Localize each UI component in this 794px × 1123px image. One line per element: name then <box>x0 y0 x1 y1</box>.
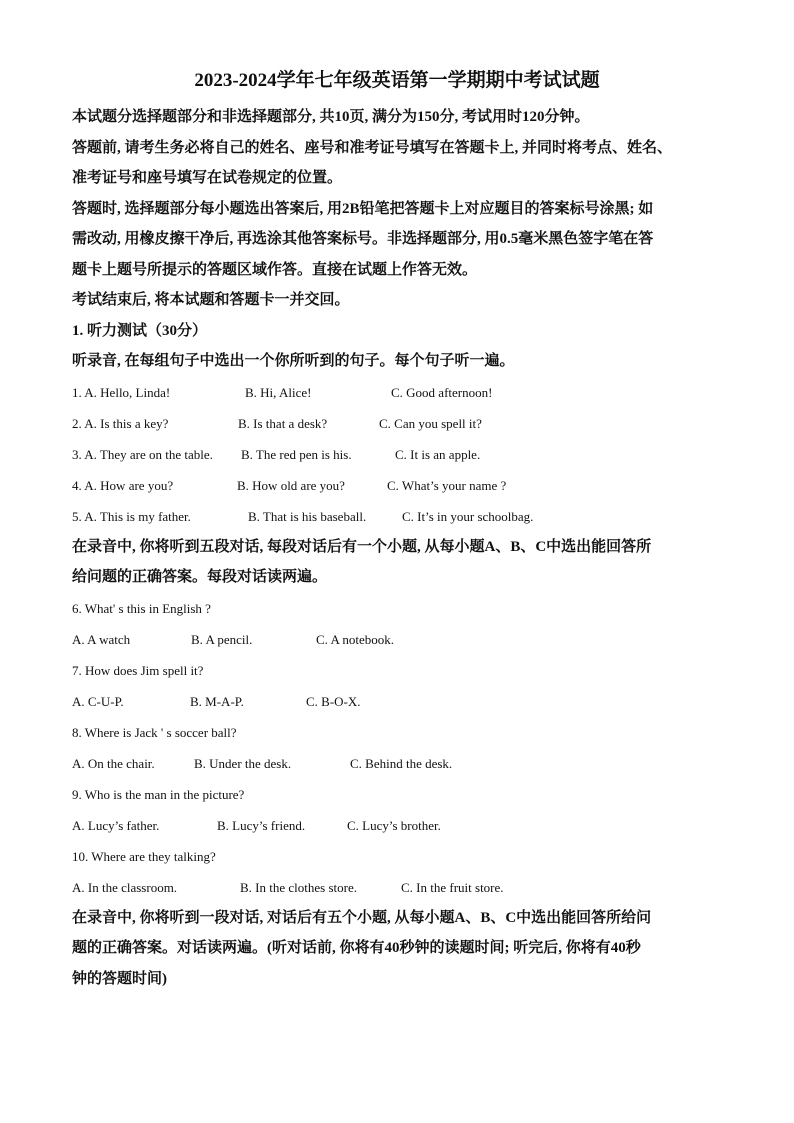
option-b: B. Hi, Alice! <box>245 384 312 400</box>
answer-row-8 <box>72 748 722 779</box>
section-heading: 1. 听力测试（30分） <box>72 322 208 339</box>
instruction-line: 考试结束后, 将本试题和答题卡一并交回。 <box>72 292 350 308</box>
part2-instruction-line: 在录音中, 你将听到五段对话, 每段对话后有一个小题, 从每小题A、B、C中选出能回答所 <box>72 538 652 555</box>
option-b: B. In the clothes store. <box>240 879 357 895</box>
instruction-line: 答题前, 请考生务必将自己的姓名、座号和准考证号填写在答题卡上, 并同时将考点、姓名、 <box>72 139 673 156</box>
option-b: B. How old are you? <box>237 477 345 493</box>
option-b: B. Is that a desk? <box>238 415 328 431</box>
option-c: C. It’s in your schoolbag. <box>402 508 534 524</box>
option-a: 3. A. They are on the table. <box>72 446 213 462</box>
option-b: B. Under the desk. <box>194 755 292 771</box>
option-a: 2. A. Is this a key? <box>72 415 169 431</box>
option-b: B. The red pen is his. <box>241 446 352 462</box>
option-b: B. M-A-P. <box>190 693 244 709</box>
question-row-5 <box>72 501 722 532</box>
option-c: C. Behind the desk. <box>350 755 453 771</box>
option-a: A. In the classroom. <box>72 879 178 895</box>
question-text: 7. How does Jim spell it? <box>72 662 204 678</box>
question-row-2 <box>72 408 722 439</box>
option-a: A. C-U-P. <box>72 693 124 709</box>
option-a: A. Lucy’s father. <box>72 817 160 833</box>
question-text: 9. Who is the man in the picture? <box>72 786 245 802</box>
answer-row-6 <box>72 624 722 655</box>
option-a: 1. A. Hello, Linda! <box>72 384 171 400</box>
question-row-4 <box>72 470 722 501</box>
instruction-line: 需改动, 用橡皮擦干净后, 再选涂其他答案标号。非选择题部分, 用0.5毫米黑色签字笔在答 <box>72 231 654 247</box>
option-b: B. A pencil. <box>191 631 253 647</box>
question-row-3 <box>72 439 722 470</box>
question-text: 6. What' s this in English ? <box>72 600 211 616</box>
question-text: 10. Where are they talking? <box>72 848 216 864</box>
exam-page <box>72 66 722 994</box>
part3-instruction-line: 题的正确答案。对话读两遍。(听对话前, 你将有40秒钟的读题时间; 听完后, 你将有40秒 <box>72 940 641 956</box>
option-c: C. In the fruit store. <box>401 879 504 895</box>
option-c: C. Lucy’s brother. <box>347 817 441 833</box>
question-text: 8. Where is Jack ' s soccer ball? <box>72 724 237 740</box>
page-title: 2023-2024学年七年级英语第一学期期中考试试题 <box>194 70 600 91</box>
option-a: 5. A. This is my father. <box>72 508 191 524</box>
part1-instruction: 听录音, 在每组句子中选出一个你所听到的句子。每个句子听一遍。 <box>72 353 515 369</box>
part3-instruction-line: 钟的答题时间) <box>72 970 167 987</box>
instructions <box>72 102 722 316</box>
answer-row-9 <box>72 810 722 841</box>
option-c: C. A notebook. <box>316 631 395 647</box>
option-c: C. B-O-X. <box>306 693 361 709</box>
option-c: C. Good afternoon! <box>391 384 493 400</box>
answer-row-7 <box>72 686 722 717</box>
part3-instruction-line: 在录音中, 你将听到一段对话, 对话后有五个小题, 从每小题A、B、C中选出能回答所给问 <box>72 909 652 926</box>
option-b: B. That is his baseball. <box>248 508 367 524</box>
instruction-line: 准考证号和座号填写在试卷规定的位置。 <box>72 170 343 186</box>
option-a: A. A watch <box>72 631 131 647</box>
option-c: C. Can you spell it? <box>379 415 482 431</box>
instruction-line: 答题时, 选择题部分每小题选出答案后, 用2B铅笔把答题卡上对应题目的答案标号涂黑; 如 <box>72 200 654 217</box>
instruction-line: 本试题分选择题部分和非选择题部分, 共10页, 满分为150分, 考试用时120分钟。 <box>72 109 590 125</box>
option-c: C. What’s your name ? <box>387 477 507 493</box>
option-b: B. Lucy’s friend. <box>217 817 306 833</box>
part2-instruction-line: 给问题的正确答案。每段对话读两遍。 <box>72 569 328 585</box>
option-a: A. On the chair. <box>72 755 155 771</box>
instruction-line: 题卡上题号所提示的答题区域作答。直接在试题上作答无效。 <box>72 261 478 278</box>
answer-row-10 <box>72 872 722 903</box>
option-a: 4. A. How are you? <box>72 477 174 493</box>
question-row-1 <box>72 377 722 408</box>
option-c: C. It is an apple. <box>395 446 481 462</box>
